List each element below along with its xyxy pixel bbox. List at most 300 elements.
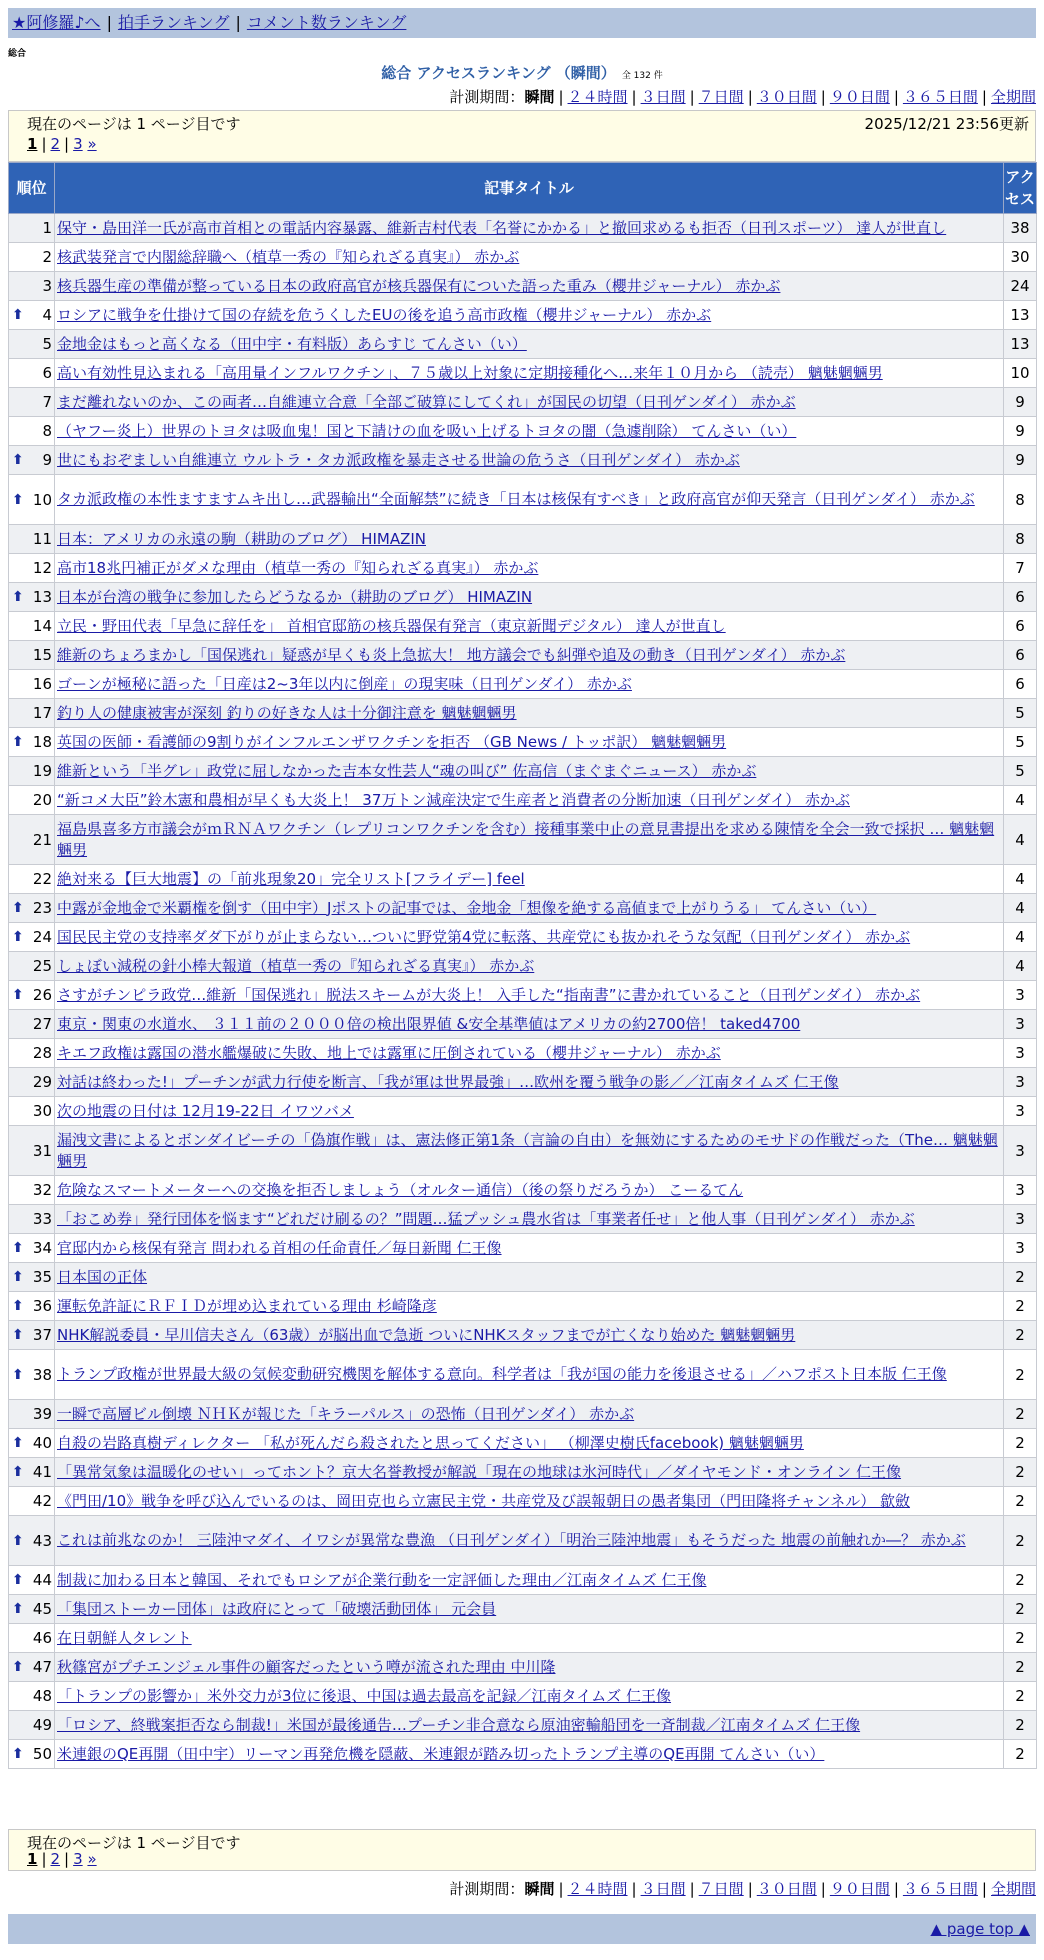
title-cell: [55, 554, 1004, 583]
table-row: [9, 670, 1037, 699]
rank-cell: [9, 1039, 55, 1068]
access-count: 13: [1004, 330, 1037, 359]
title-cell: [55, 475, 1004, 525]
table-row: [9, 1653, 1037, 1682]
rank-number: 39: [32, 1405, 52, 1423]
pager-links: [37, 1850, 96, 1868]
home-link[interactable]: ★阿修羅♪へ: [12, 13, 101, 32]
access-count: 2: [1004, 1458, 1037, 1487]
table-row: [9, 330, 1037, 359]
period-separator: |: [820, 1880, 826, 1898]
article-title-link[interactable]: 東京・関東の水道水、 ３１１前の２０００倍の検出限界値 &安全基準値はアメリカの約2700倍！ taked4700: [57, 1014, 801, 1033]
period-separator: |: [747, 88, 753, 106]
period-option-link[interactable]: ９０日間: [829, 88, 890, 106]
period-option-link[interactable]: ３０日間: [756, 88, 817, 106]
table-row: [9, 243, 1037, 272]
access-count: 2: [1004, 1566, 1037, 1595]
access-count: 3: [1004, 1039, 1037, 1068]
table-row: [9, 1458, 1037, 1487]
access-count: 2: [1004, 1263, 1037, 1292]
table-row: [9, 612, 1037, 641]
article-title-link[interactable]: 危険なスマートメーターへの交換を拒否しましょう（オルター通信）（後の祭りだろうか） こーるてん: [57, 1180, 744, 1199]
article-title-link[interactable]: タカ派政権の本性ますますムキ出し…武器輸出“全面解禁”に続き「日本は核保有すべき」と政府高官が仰天発言（日刊ゲンダイ） 赤かぶ: [57, 490, 975, 508]
access-count: 4: [1004, 952, 1037, 981]
title-cell: [55, 1653, 1004, 1682]
comment-ranking-link[interactable]: コメント数ランキング: [246, 13, 407, 32]
rank-cell: [9, 1010, 55, 1039]
article-title-link[interactable]: 日本：アメリカの永遠の駒（耕助のブログ） HIMAZIN: [57, 529, 426, 548]
page-top-link[interactable]: ▲ page top ▲: [930, 1920, 1030, 1938]
title-cell: [55, 1263, 1004, 1292]
period-option-link[interactable]: ３０日間: [756, 1880, 817, 1898]
rank-number: 2: [42, 248, 52, 266]
title-cell: [55, 1595, 1004, 1624]
article-title-link[interactable]: 「集団ストーカー団体」は政府にとって「破壊活動団体」 元会員: [57, 1599, 497, 1618]
ranking-table: [8, 162, 1037, 1769]
rank-cell: [9, 243, 55, 272]
title-cell: [55, 1740, 1004, 1769]
period-option-link[interactable]: 全期間: [990, 1880, 1036, 1898]
access-count: 2: [1004, 1516, 1037, 1566]
rank-cell: [9, 583, 55, 612]
rank-cell: [9, 757, 55, 786]
table-row: [9, 728, 1037, 757]
article-title-link[interactable]: “新コメ大臣”鈴木憲和農相が早くも大炎上！ 37万トン減産決定で生産者と消費者の分断加速（日刊ゲンダイ） 赤かぶ: [57, 790, 850, 809]
rank-number: 50: [32, 1745, 52, 1763]
pager-page-link[interactable]: 3: [73, 135, 83, 153]
rank-number: 46: [32, 1629, 52, 1647]
table-row: [9, 786, 1037, 815]
rank-cell: [9, 1458, 55, 1487]
rank-cell: [9, 272, 55, 301]
up-arrow-icon: ⬆: [12, 1464, 24, 1480]
period-separator: |: [631, 1880, 637, 1898]
period-separator: |: [893, 88, 899, 106]
article-title-link[interactable]: 金地金はもっと高くなる（田中宇・有料版）あらすじ てんさい（い）: [57, 334, 527, 353]
rank-number: 10: [32, 490, 52, 509]
rank-cell: [9, 417, 55, 446]
article-title-link[interactable]: 米連銀のQE再開（田中宇）リーマン再発危機を隠蔽、米連銀が踏み切ったトランプ主導のQE再開 てんさい（い）: [57, 1744, 825, 1763]
access-count: 5: [1004, 699, 1037, 728]
access-count: 30: [1004, 243, 1037, 272]
article-title-link[interactable]: 英国の医師・看護師の9割りがインフルエンザワクチンを拒否 （GB News / トッポ訳） 魑魅魍魎男: [57, 732, 727, 751]
period-option-link[interactable]: ３日間: [640, 88, 686, 106]
rank-cell: [9, 1400, 55, 1429]
access-count: 10: [1004, 359, 1037, 388]
rank-cell: [9, 1682, 55, 1711]
title-cell: [55, 786, 1004, 815]
table-row: [9, 1429, 1037, 1458]
rank-cell: [9, 670, 55, 699]
article-title-link[interactable]: 在日朝鮮人タレント: [57, 1628, 192, 1647]
rank-cell: [9, 728, 55, 757]
article-title-link[interactable]: 世にもおぞましい自維連立 ウルトラ・タカ派政権を暴走させる世論の危うさ（日刊ゲンダイ） 赤かぶ: [57, 450, 740, 469]
up-arrow-icon: ⬆: [12, 1327, 24, 1343]
article-title-link[interactable]: さすがチンピラ政党…維新「国保逃れ」脱法スキームが大炎上！ 入手した“指南書”に書かれていること（日刊ゲンダイ） 赤かぶ: [57, 985, 921, 1004]
rank-number: 13: [32, 588, 52, 606]
title-cell: [55, 728, 1004, 757]
access-count: 2: [1004, 1292, 1037, 1321]
article-title-link[interactable]: NHK解説委員・早川信夫さん（63歳）が脳出血で急逝 ついにNHKスタッフまでが亡くなり始めた 魑魅魍魎男: [57, 1325, 796, 1344]
table-row: [9, 952, 1037, 981]
rank-number: 6: [42, 364, 52, 382]
up-arrow-icon: ⬆: [12, 1659, 24, 1675]
up-arrow-icon: ⬆: [12, 1746, 24, 1762]
rank-cell: [9, 1429, 55, 1458]
pager-links: [37, 135, 96, 153]
access-count: 9: [1004, 417, 1037, 446]
rank-cell: [9, 641, 55, 670]
pager-current: 1: [27, 1850, 38, 1868]
page-info-bottom: [8, 1829, 1036, 1871]
table-row: [9, 272, 1037, 301]
rank-number: 40: [32, 1434, 52, 1452]
rank-cell: [9, 865, 55, 894]
title-cell: [55, 417, 1004, 446]
period-option-link[interactable]: ２４時間: [567, 88, 628, 106]
period-option-link[interactable]: ３日間: [640, 1880, 686, 1898]
article-title-link[interactable]: これは前兆なのか！ 三陸沖マダイ、イワシが異常な豊漁 （日刊ゲンダイ）「明治三陸沖地震」もそうだった 地震の前触れか―？ 赤かぶ: [57, 1531, 966, 1549]
table-row: [9, 1010, 1037, 1039]
article-title-link[interactable]: 対話は終わった!」プーチンが武力行使を断言、「我が軍は世界最強」…欧州を覆う戦争の影／／江南タイムズ 仁王像: [57, 1072, 839, 1091]
rank-cell: [9, 1566, 55, 1595]
rank-number: 35: [32, 1268, 52, 1286]
article-title-link[interactable]: 立民・野田代表「早急に辞任を」 首相官邸筋の核兵器保有発言（東京新聞デジタル） 達人が世直し: [57, 616, 726, 635]
rank-cell: [9, 1176, 55, 1205]
article-title-link[interactable]: 「トランプの影響か」米外交力が3位に後退、中国は過去最高を記録／江南タイムズ 仁王像: [57, 1686, 672, 1705]
up-arrow-icon: ⬆: [12, 1532, 24, 1549]
page-title: 総合 アクセスランキング （瞬間）: [381, 64, 616, 82]
rank-number: 47: [32, 1658, 52, 1676]
article-title-link[interactable]: 保守・島田洋一氏が高市首相との電話内容暴露、維新吉村代表「名誉にかかる」と撤回求めるも拒否（日刊スポーツ） 達人が世直し: [57, 218, 947, 237]
rank-number: 37: [32, 1326, 52, 1344]
access-count: 3: [1004, 1097, 1037, 1126]
access-count: 2: [1004, 1350, 1037, 1400]
period-option-link[interactable]: ７日間: [698, 88, 744, 106]
title-cell: [55, 952, 1004, 981]
table-row: [9, 1292, 1037, 1321]
access-count: 5: [1004, 757, 1037, 786]
table-row: [9, 1068, 1037, 1097]
rank-number: 41: [32, 1463, 52, 1481]
clap-ranking-link[interactable]: 拍手ランキング: [117, 13, 230, 32]
table-row: [9, 1263, 1037, 1292]
article-title-link[interactable]: 高い有効性見込まれる「高用量インフルワクチン」、７５歳以上対象に定期接種化へ…来年１０月から （読売） 魑魅魍魎男: [57, 363, 883, 382]
rank-number: 16: [32, 675, 52, 693]
title-cell: [55, 1350, 1004, 1400]
article-title-link[interactable]: 福島県喜多方市議会がｍＲＮＡワクチン（レプリコンワクチンを含む）接種事業中止の意見書提出を求める陳情を全会一致で採択 … 魑魅魍魎男: [57, 819, 995, 859]
up-arrow-icon: ⬆: [12, 1601, 24, 1617]
access-count: 2: [1004, 1682, 1037, 1711]
rank-cell: [9, 301, 55, 330]
table-row: [9, 359, 1037, 388]
period-separator: |: [893, 1880, 899, 1898]
period-option-link[interactable]: ７日間: [698, 1880, 744, 1898]
pager-page-link[interactable]: 3: [73, 1850, 83, 1868]
table-row: [9, 554, 1037, 583]
table-row: [9, 475, 1037, 525]
rank-cell: [9, 1263, 55, 1292]
title-cell: [55, 1010, 1004, 1039]
rank-number: 9: [42, 451, 52, 469]
table-row: [9, 894, 1037, 923]
table-row: [9, 1711, 1037, 1740]
period-separator: |: [820, 88, 826, 106]
access-count: 4: [1004, 894, 1037, 923]
article-title-link[interactable]: 漏洩文書によるとボンダイビーチの「偽旗作戦」は、憲法修正第1条（言論の自由）を無効にするためのモサドの作戦だった（The… 魑魅魍魎男: [57, 1130, 998, 1170]
title-cell: [55, 1321, 1004, 1350]
access-count: 8: [1004, 525, 1037, 554]
pager-page-link[interactable]: 2: [50, 135, 61, 153]
article-title-link[interactable]: 制裁に加わる日本と韓国、それでもロシアが企業行動を一定評価した理由／江南タイムズ 仁王像: [57, 1570, 707, 1589]
rank-cell: [9, 525, 55, 554]
access-count: 2: [1004, 1624, 1037, 1653]
table-row: [9, 1321, 1037, 1350]
rank-number: 48: [32, 1687, 52, 1705]
pager-page-link[interactable]: 2: [50, 1850, 61, 1868]
rank-cell: [9, 214, 55, 243]
article-title-link[interactable]: 一瞬で高層ビル倒壊 ＮＨＫが報じた「キラーパルス」の恐怖（日刊ゲンダイ） 赤かぶ: [57, 1404, 635, 1423]
period-separator: |: [558, 88, 564, 106]
ranking-body: [9, 214, 1037, 1769]
access-count: 2: [1004, 1321, 1037, 1350]
article-title-link[interactable]: 秋篠宮がプチエンジェル事件の顧客だったという噂が流された理由 中川隆: [57, 1657, 556, 1676]
pager-top: [27, 135, 97, 153]
article-title-link[interactable]: トランプ政権が世界最大級の気候変動研究機関を解体する意向。科学者は「我が国の能力を後退させる」／ハフポスト日本版 仁王像: [57, 1365, 947, 1383]
rank-number: 19: [32, 762, 52, 780]
access-count: 2: [1004, 1653, 1037, 1682]
title-cell: [55, 865, 1004, 894]
title-cell: [55, 583, 1004, 612]
period-selector-top: [449, 86, 1036, 107]
period-option-link[interactable]: 全期間: [990, 88, 1036, 106]
title-cell: [55, 388, 1004, 417]
table-row: [9, 1740, 1037, 1769]
rank-number: 20: [32, 791, 52, 809]
pager-current: 1: [27, 135, 38, 153]
article-title-link[interactable]: 「ロシア、終戦案拒否なら制裁!」米国が最後通告…プーチン非合意なら原油密輸船団を一斉制裁／江南タイムズ 仁王像: [57, 1715, 861, 1734]
access-count: 2: [1004, 1400, 1037, 1429]
rank-number: 27: [32, 1015, 52, 1033]
article-title-link[interactable]: 日本国の正体: [57, 1267, 148, 1286]
article-title-link[interactable]: まだ離れないのか、この両者…自維連立合意「全部ご破算にしてくれ」が国民の切望（日刊ゲンダイ） 赤かぶ: [57, 392, 796, 411]
title-cell: [55, 894, 1004, 923]
rank-cell: [9, 1740, 55, 1769]
article-title-link[interactable]: キエフ政権は露国の潜水艦爆破に失敗、地上では露軍に圧倒されている（櫻井ジャーナル） 赤かぶ: [57, 1043, 721, 1062]
rank-number: 38: [32, 1365, 52, 1384]
title-cell: [55, 330, 1004, 359]
table-row: [9, 1039, 1037, 1068]
table-row: [9, 446, 1037, 475]
rank-number: 44: [32, 1571, 52, 1589]
table-row: [9, 525, 1037, 554]
rank-cell: [9, 952, 55, 981]
table-row: [9, 583, 1037, 612]
access-count: 6: [1004, 612, 1037, 641]
article-title-link[interactable]: 官邸内から核保有発言 問われる首相の任命責任／毎日新聞 仁王像: [57, 1238, 502, 1257]
article-title-link[interactable]: 《門田/10》戦争を呼び込んでいるのは、岡田克也ら立憲民主党・共産党及び誤報朝日の愚者集団（門田隆将チャンネル） 歙斂: [57, 1491, 911, 1510]
article-title-link[interactable]: 中露が金地金で米覇権を倒す（田中宇）Jポストの記事では、金地金「想像を絶する高値まで上がりうる」 てんさい（い）: [57, 898, 877, 917]
rank-number: 4: [42, 306, 52, 324]
access-count: 2: [1004, 1595, 1037, 1624]
rank-number: 1: [42, 219, 52, 237]
rank-cell: [9, 1595, 55, 1624]
rank-number: 28: [32, 1044, 52, 1062]
article-title-link[interactable]: ゴーンが極秘に語った「日産は2~3年以内に倒産」の現実味（日刊ゲンダイ） 赤かぶ: [57, 674, 632, 693]
pager-bottom: [27, 1850, 97, 1868]
col-title-header: 記事タイトル: [55, 163, 1004, 214]
period-option-link[interactable]: ２４時間: [567, 1880, 628, 1898]
total-count: 全 132 件: [621, 71, 663, 81]
rank-number: 17: [32, 704, 52, 722]
rank-number: 34: [32, 1239, 52, 1257]
category-label: 総合: [8, 49, 27, 59]
col-rank-header: 順位: [9, 163, 55, 214]
up-arrow-icon: ⬆: [12, 307, 24, 323]
article-title-link[interactable]: 日本が台湾の戦争に参加したらどうなるか（耕助のブログ） HIMAZIN: [57, 587, 533, 606]
table-row: [9, 1566, 1037, 1595]
rank-cell: [9, 1624, 55, 1653]
title-cell: [55, 1068, 1004, 1097]
period-separator: |: [689, 1880, 695, 1898]
table-row: [9, 815, 1037, 865]
title-cell: [55, 612, 1004, 641]
access-count: 9: [1004, 446, 1037, 475]
article-title-link[interactable]: 核武装発言で内閣総辞職へ（植草一秀の『知られざる真実』） 赤かぶ: [57, 247, 520, 266]
access-count: 2: [1004, 1429, 1037, 1458]
rank-cell: [9, 1711, 55, 1740]
article-title-link[interactable]: 「おこめ券」発行団体を悩ます“どれだけ刷るの？”問題…猛プッシュ農水省は「事業者任せ」と他人事（日刊ゲンダイ） 赤かぶ: [57, 1209, 915, 1228]
title-cell: [55, 359, 1004, 388]
rank-cell: [9, 475, 55, 525]
article-title-link[interactable]: 高市18兆円補正がダメな理由（植草一秀の『知られざる真実』） 赤かぶ: [57, 558, 539, 577]
rank-number: 15: [32, 646, 52, 664]
rank-number: 24: [32, 928, 52, 946]
rank-cell: [9, 1068, 55, 1097]
title-cell: [55, 1566, 1004, 1595]
up-arrow-icon: ⬆: [12, 1240, 24, 1256]
rank-number: 18: [32, 733, 52, 751]
title-cell: [55, 301, 1004, 330]
rank-cell: [9, 612, 55, 641]
access-count: 38: [1004, 214, 1037, 243]
title-cell: [55, 641, 1004, 670]
access-count: 3: [1004, 1176, 1037, 1205]
access-count: 8: [1004, 475, 1037, 525]
article-title-link[interactable]: 維新のちょろまかし「国保逃れ」疑惑が早くも炎上急拡大！ 地方議会でも糾弾や追及の動き（日刊ゲンダイ） 赤かぶ: [57, 645, 846, 664]
rank-cell: [9, 815, 55, 865]
pager-separator: |: [41, 135, 47, 153]
period-option-link[interactable]: ３６５日間: [902, 88, 978, 106]
up-arrow-icon: ⬆: [12, 589, 24, 605]
col-access-header: アクセス: [1004, 163, 1037, 214]
period-option-link[interactable]: ９０日間: [829, 1880, 890, 1898]
access-count: 6: [1004, 670, 1037, 699]
title-cell: [55, 981, 1004, 1010]
rank-cell: [9, 1205, 55, 1234]
article-title-link[interactable]: （ヤフー炎上）世界のトヨタは吸血鬼！国と下請けの血を吸い上げるトヨタの闇（急遽削除） てんさい（い）: [57, 421, 797, 440]
rank-number: 32: [32, 1181, 52, 1199]
rank-cell: [9, 699, 55, 728]
article-title-link[interactable]: 維新という「半グレ」政党に屈しなかった吉本女性芸人“魂の叫び” 佐高信（まぐまぐニュース） 赤かぶ: [57, 761, 757, 780]
title-cell: [55, 1097, 1004, 1126]
period-option-link[interactable]: ３６５日間: [902, 1880, 978, 1898]
up-arrow-icon: ⬆: [12, 1269, 24, 1285]
rank-cell: [9, 1487, 55, 1516]
rank-cell: [9, 388, 55, 417]
title-cell: [55, 1292, 1004, 1321]
title-cell: [55, 1429, 1004, 1458]
access-count: 3: [1004, 1068, 1037, 1097]
rank-cell: [9, 1126, 55, 1176]
article-title-link[interactable]: 次の地震の日付は 12月19-22日 イワツバメ: [57, 1101, 354, 1120]
rank-number: 8: [42, 422, 52, 440]
rank-cell: [9, 1321, 55, 1350]
rank-number: 43: [32, 1531, 52, 1550]
table-row: [9, 1097, 1037, 1126]
nav-separator: |: [106, 13, 112, 32]
title-cell: [55, 1487, 1004, 1516]
article-title-link[interactable]: ロシアに戦争を仕掛けて国の存続を危うくしたEUの後を追う高市政権（櫻井ジャーナル） 赤かぶ: [57, 305, 712, 324]
rank-cell: [9, 1653, 55, 1682]
table-row: [9, 1350, 1037, 1400]
nav-separator: |: [235, 13, 241, 32]
article-title-link[interactable]: 「異常気象は温暖化のせい」ってホント？京大名誉教授が解説「現在の地球は氷河時代」／ダイヤモンド・オンライン 仁王像: [57, 1462, 902, 1481]
period-separator: |: [689, 88, 695, 106]
rank-number: 3: [42, 277, 52, 295]
rank-number: 30: [32, 1102, 52, 1120]
pager-separator: |: [64, 1850, 70, 1868]
pager-next-link[interactable]: »: [87, 1850, 97, 1868]
title-cell: [55, 1039, 1004, 1068]
table-row: [9, 1516, 1037, 1566]
table-row: [9, 1595, 1037, 1624]
rank-number: 14: [32, 617, 52, 635]
article-title-link[interactable]: 絶対来る【巨大地震】の「前兆現象20」完全リスト[フライデー] feel: [57, 869, 525, 888]
table-row: [9, 1682, 1037, 1711]
article-title-link[interactable]: しょぼい減税の針小棒大報道（植草一秀の『知られざる真実』） 赤かぶ: [57, 956, 535, 975]
access-count: 9: [1004, 388, 1037, 417]
article-title-link[interactable]: 国民民主党の支持率ダダ下がりが止まらない…ついに野党第4党に転落、共産党にも抜かれそうな気配（日刊ゲンダイ） 赤かぶ: [57, 927, 911, 946]
access-count: 3: [1004, 1010, 1037, 1039]
current-page-text: 現在のページは 1 ページ目です: [27, 1834, 241, 1852]
table-row: [9, 865, 1037, 894]
period-label: 計測期間：: [449, 1880, 525, 1898]
rank-cell: [9, 923, 55, 952]
rank-number: 25: [32, 957, 52, 975]
article-title-link[interactable]: 核兵器生産の準備が整っている日本の政府高官が核兵器保有についた語った重み（櫻井ジャーナル） 赤かぶ: [57, 276, 781, 295]
up-arrow-icon: ⬆: [12, 929, 24, 945]
rank-cell: [9, 1350, 55, 1400]
table-row: [9, 923, 1037, 952]
rank-number: 29: [32, 1073, 52, 1091]
top-nav-bar: [8, 8, 1036, 38]
article-title-link[interactable]: 自殺の岩路真樹ディレクター 「私が死んだら殺されたと思ってください」 （柳澤史樹氏facebook) 魑魅魍魎男: [57, 1433, 804, 1452]
period-options: [554, 88, 1036, 106]
table-row: [9, 388, 1037, 417]
pager-next-link[interactable]: »: [87, 135, 97, 153]
table-row: [9, 301, 1037, 330]
up-arrow-icon: ⬆: [12, 987, 24, 1003]
article-title-link[interactable]: 運転免許証にＲＦＩＤが埋め込まれている理由 杉崎隆彦: [57, 1296, 437, 1315]
title-cell: [55, 1205, 1004, 1234]
period-separator: |: [558, 1880, 564, 1898]
up-arrow-icon: ⬆: [12, 1366, 24, 1383]
period-label: 計測期間：: [449, 88, 525, 106]
rank-number: 45: [32, 1600, 52, 1618]
table-row: [9, 1624, 1037, 1653]
article-title-link[interactable]: 釣り人の健康被害が深刻 釣りの好きな人は十分御注意を 魑魅魍魎男: [57, 703, 517, 722]
